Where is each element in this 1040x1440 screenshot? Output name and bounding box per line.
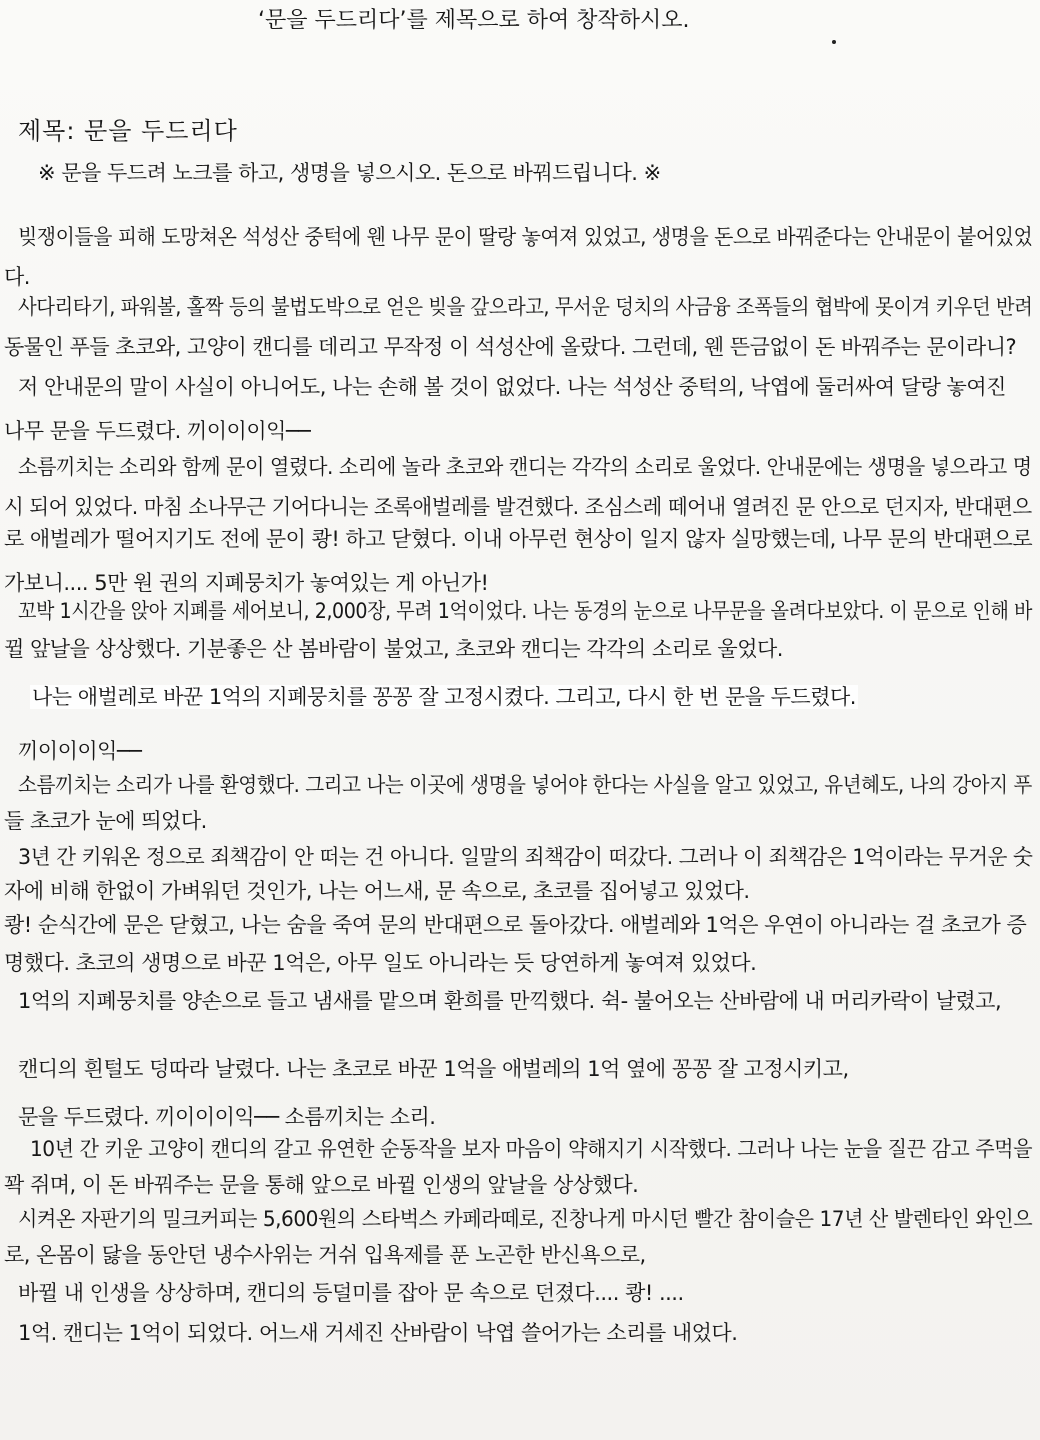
essay-line: 로 애벌레가 떨어지기도 전에 문이 쾅! 하고 닫혔다. 이내 아무런 현상이 일지 않자 실망했는데, 나무 문의 반대편으로	[4, 527, 1033, 551]
essay-line: 빚쟁이들을 피해 도망쳐온 석성산 중턱에 웬 나무 문이 딸랑 놓여져 있었고, 생명을 돈으로 바꿔준다는 안내문이 붙어있었	[18, 225, 1033, 249]
essay-line: 3년 간 키워온 정으로 죄책감이 안 떠는 건 아니다. 일말의 죄책감이 떠갔다. 그러나 이 죄책감은 1억이라는 무거운 숫	[18, 845, 1033, 869]
highlighted-text: 나는 애벌레로 바꾼 1억의 지폐뭉치를 꽁꽁 잘 고정시켰다. 그리고, 다시 한 번 문을 두드렸다.	[32, 685, 856, 709]
essay-line: 1억. 캔디는 1억이 되었다. 어느새 거세진 산바람이 낙엽 쓸어가는 소리를 내었다.	[18, 1321, 738, 1345]
essay-line: 소름끼치는 소리와 함께 문이 열렸다. 소리에 놀라 초코와 캔디는 각각의 소리로 울었다. 안내문에는 생명을 넣으라고 명	[18, 455, 1032, 479]
essay-line	[30, 682, 858, 712]
essay-line: 쾅! 순식간에 문은 닫혔고, 나는 숨을 죽여 문의 반대편으로 돌아갔다. 애벌레와 1억은 우연이 아니라는 걸 초코가 증	[4, 913, 1027, 937]
essay-line: ※ 문을 두드려 노크를 하고, 생명을 넣으시오. 돈으로 바꿔드립니다. ※	[38, 161, 661, 185]
essay-line: 명했다. 초코의 생명으로 바꾼 1억은, 아무 일도 아니라는 듯 당연하게 놓여져 있었다.	[4, 951, 757, 975]
ink-dot	[832, 40, 836, 44]
essay-line: 나무 문을 두드렸다. 끼이이이익──	[4, 419, 311, 443]
essay-prompt: ‘문을 두드리다’를 제목으로 하여 창작하시오.	[258, 8, 690, 33]
essay-line: 자에 비해 한없이 가벼워던 것인가, 나는 어느새, 문 속으로, 초코를 집어넣고 있었다.	[4, 879, 750, 903]
essay-line: 들 초코가 눈에 띄었다.	[4, 809, 207, 833]
essay-line: 시켜온 자판기의 밀크커피는 5,600원의 스타벅스 카페라떼로, 진창나게 마시던 빨간 참이슬은 17년 산 발렌타인 와인으	[18, 1207, 1033, 1231]
essay-line: 저 안내문의 말이 사실이 아니어도, 나는 손해 볼 것이 없었다. 나는 석성산 중턱의, 낙엽에 둘러싸여 달랑 놓여진	[18, 375, 1006, 399]
essay-line: 사다리타기, 파워볼, 홀짝 등의 불법도박으로 얻은 빚을 갚으라고, 무서운 덩치의 사금융 조폭들의 협박에 못이겨 키우던 반려	[18, 295, 1033, 319]
essay-line: 끼이이이익──	[18, 739, 142, 763]
essay-line: 동물인 푸들 초코와, 고양이 캔디를 데리고 무작정 이 석성산에 올랐다. 그런데, 웬 뜬금없이 돈 바꿔주는 문이라니?	[4, 335, 1017, 359]
essay-line: 1억의 지폐뭉치를 양손으로 들고 냄새를 맡으며 환희를 만끽했다. 쉭- 불어오는 산바람에 내 머리카락이 날렸고,	[18, 989, 1002, 1013]
essay-line: 꼬박 1시간을 앉아 지폐를 세어보니, 2,000장, 무려 1억이었다. 나는 동경의 눈으로 나무문을 올려다보았다. 이 문으로 인해 바	[18, 599, 1033, 623]
essay-line: 뀔 앞날을 상상했다. 기분좋은 산 봄바람이 불었고, 초코와 캔디는 각각의 소리로 울었다.	[4, 637, 783, 661]
essay-line: 로, 온몸이 닳을 동안던 냉수사위는 거쉬 입욕제를 푼 노곤한 반신욕으로,	[4, 1243, 646, 1267]
essay-line: 가보니.... 5만 원 권의 지폐뭉치가 놓여있는 게 아닌가!	[4, 571, 489, 595]
essay-line: 다.	[4, 265, 30, 289]
essay-line: 꽉 쥐며, 이 돈 바꿔주는 문을 통해 앞으로 바뀔 인생의 앞날을 상상했다.	[4, 1173, 639, 1197]
essay-line: 캔디의 흰털도 덩따라 날렸다. 나는 초코로 바꾼 1억을 애벌레의 1억 옆에 꽁꽁 잘 고정시키고,	[18, 1057, 849, 1081]
essay-title: 제목: 문을 두드리다	[18, 117, 238, 145]
essay-line: 시 되어 있었다. 마침 소나무근 기어다니는 조록애벌레를 발견했다. 조심스레 떼어내 열려진 문 안으로 던지자, 반대편으	[4, 495, 1032, 519]
essay-line: 문을 두드렸다. 끼이이이익── 소름끼치는 소리.	[18, 1105, 436, 1129]
essay-line: 10년 간 키운 고양이 캔디의 갈고 유연한 순동작을 보자 마음이 약해지기 시작했다. 그러나 나는 눈을 질끈 감고 주먹을	[30, 1137, 1033, 1161]
essay-line: 바뀔 내 인생을 상상하며, 캔디의 등덜미를 잡아 문 속으로 던졌다.... 쾅! ....	[18, 1281, 684, 1305]
essay-line: 소름끼치는 소리가 나를 환영했다. 그리고 나는 이곳에 생명을 넣어야 한다는 사실을 알고 있었고, 유년혜도, 나의 강아지 푸	[18, 773, 1032, 797]
